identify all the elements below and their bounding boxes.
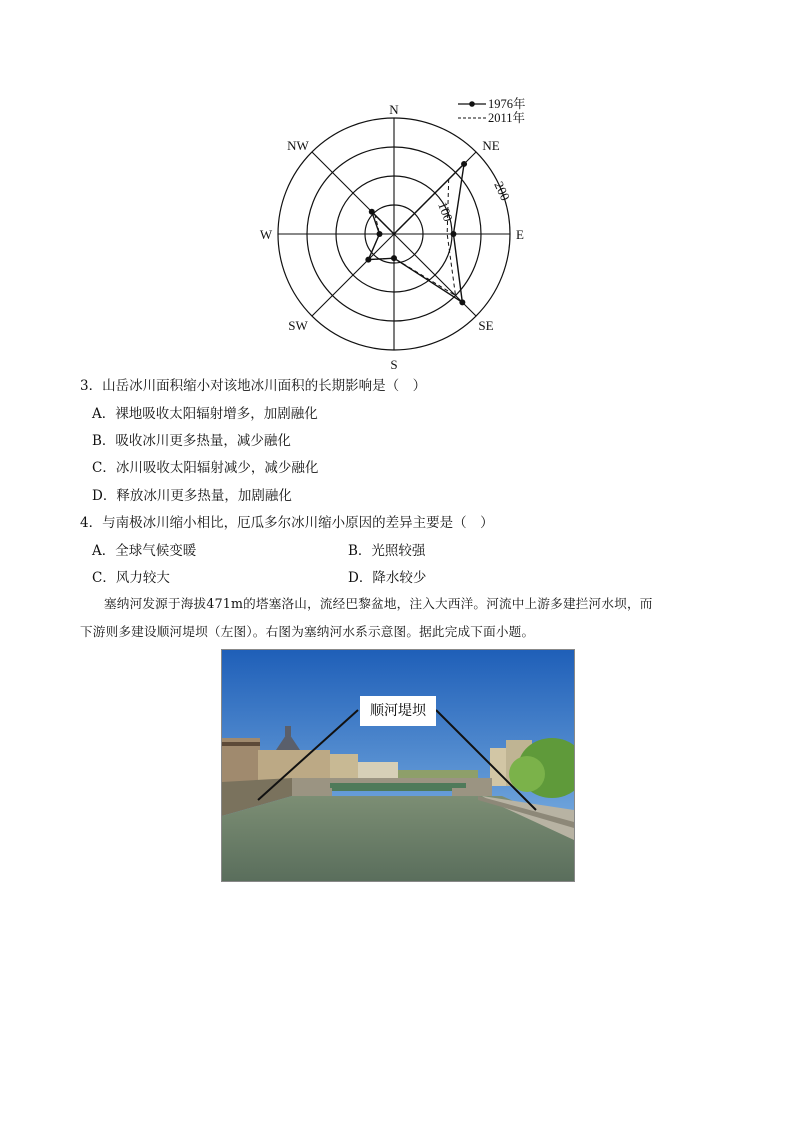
- ring-label-200: 200: [491, 178, 514, 203]
- ring-label-100: 100: [435, 199, 456, 224]
- legend-label-1976: 1976年: [488, 97, 526, 111]
- legend-marker-1976: [469, 101, 475, 107]
- question-4-option-b: B．光照较强: [348, 543, 426, 559]
- series-point-w: [377, 231, 383, 237]
- question-3-option-b: B．吸收冰川更多热量，减少融化: [92, 433, 291, 449]
- question-4-option-d: D．降水较少: [348, 570, 427, 586]
- direction-label-nw: NW: [287, 138, 309, 153]
- question-4-stem: 4．与南极冰川缩小相比，厄瓜多尔冰川缩小原因的差异主要是（ ）: [80, 515, 494, 531]
- series-point-ne: [461, 161, 467, 167]
- legend-label-2011: 2011年: [488, 111, 526, 125]
- question-3-stem: 3．山岳冰川面积缩小对该地冰川面积的长期影响是（ ）: [80, 378, 427, 394]
- embankment-label: 顺河堤坝: [360, 696, 436, 726]
- question-3-option-c: C．冰川吸收太阳辐射减少，减少融化: [92, 460, 319, 476]
- spoke-sw: [312, 234, 394, 316]
- direction-label-e: E: [516, 227, 524, 242]
- passage-line-2: 下游则多建设顺河堤坝（左图）。右图为塞纳河水系示意图。据此完成下面小题。: [80, 624, 535, 639]
- direction-label-s: S: [390, 357, 398, 372]
- series-line-2: [368, 179, 455, 295]
- direction-label-se: SE: [478, 318, 494, 333]
- question-4-option-a: A．全球气候变暖: [92, 543, 197, 559]
- passage-line-1: 塞纳河发源于海拔471m的塔塞洛山，流经巴黎盆地，注入大西洋。河流中上游多建拦河水坝，而: [104, 596, 653, 611]
- direction-label-ne: NE: [482, 138, 500, 153]
- series-point-nw: [369, 209, 375, 215]
- direction-label-n: N: [389, 102, 399, 117]
- series-point-se: [459, 299, 465, 305]
- question-4-option-c: C．风力较大: [92, 570, 170, 586]
- glacier-radar-chart: [250, 94, 550, 374]
- direction-label-sw: SW: [288, 318, 308, 333]
- series-line-1: [368, 164, 464, 302]
- direction-label-w: W: [259, 227, 273, 242]
- question-3-option-d: D．释放冰川更多热量，加剧融化: [92, 488, 292, 504]
- seine-embankment-photo: [221, 649, 575, 882]
- series-point-e: [450, 231, 456, 237]
- question-3-option-a: A．裸地吸收太阳辐射增多，加剧融化: [92, 406, 318, 422]
